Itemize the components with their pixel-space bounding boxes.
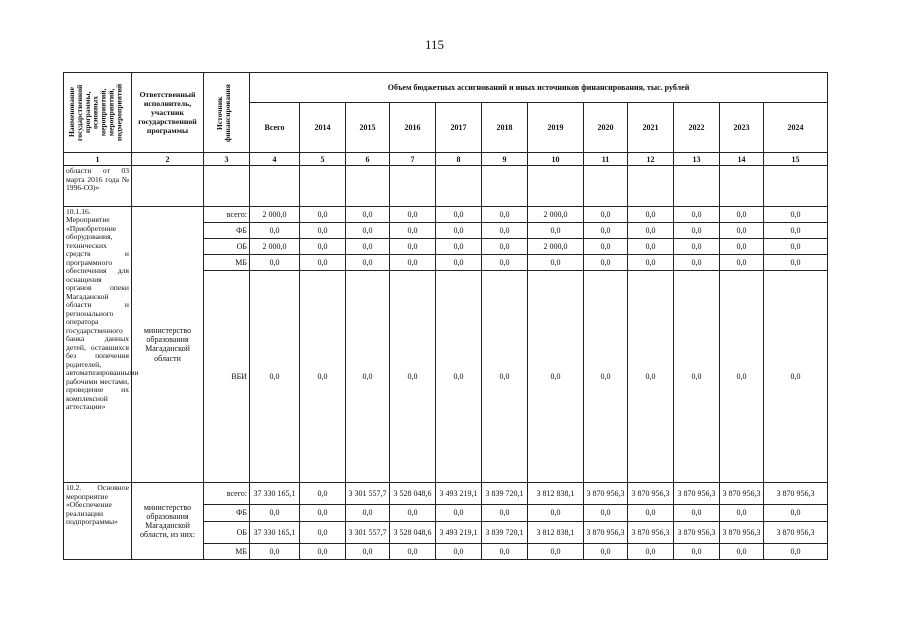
value-cell: 0,0 (346, 505, 390, 521)
value-cell: 3 493 219,1 (436, 521, 482, 543)
empty-cell (764, 166, 828, 206)
value-cell: 0,0 (764, 254, 828, 270)
value-cell: 0,0 (764, 238, 828, 254)
value-cell: 0,0 (482, 206, 528, 222)
value-cell: 0,0 (764, 271, 828, 483)
value-cell: 0,0 (720, 271, 764, 483)
page-number: 115 (425, 37, 445, 52)
value-cell: 0,0 (300, 483, 346, 505)
value-cell: 0,0 (300, 254, 346, 270)
value-cell: 3 870 956,3 (720, 483, 764, 505)
value-cell: 0,0 (436, 254, 482, 270)
value-cell: 0,0 (584, 271, 628, 483)
empty-cell (482, 166, 528, 206)
value-cell: 0,0 (764, 543, 828, 559)
value-cell: 0,0 (390, 505, 436, 521)
value-cell: 37 330 165,1 (250, 483, 300, 505)
value-cell: 3 301 557,7 (346, 483, 390, 505)
value-cell: 0,0 (250, 222, 300, 238)
value-cell: 0,0 (300, 222, 346, 238)
value-cell: 0,0 (482, 222, 528, 238)
value-cell: 0,0 (482, 254, 528, 270)
value-cell: 0,0 (300, 543, 346, 559)
value-cell: 0,0 (390, 238, 436, 254)
value-cell: 0,0 (764, 505, 828, 521)
index-cell: 4 (250, 153, 300, 166)
value-cell: 0,0 (584, 238, 628, 254)
value-cell: 3 839 720,1 (482, 521, 528, 543)
empty-cell (628, 166, 674, 206)
value-cell: 3 870 956,3 (584, 521, 628, 543)
section1-name: 10.1.16. Мероприятие «Приобретение оборудования, технических средств и программного обеспечения для оснащения органов опеки Магаданской области и регионального оператора государственного банка данных детей, оставшихся без попечения родителей, автоматизированными рабочими местами, проведение их комплексной аттестации» (64, 206, 132, 483)
source-cell: ФБ (204, 505, 250, 521)
index-cell: 3 (204, 153, 250, 166)
header-source: Источник финансирования (204, 73, 250, 153)
section2-name: 10.2. Основное мероприятие «Обеспечение реализации подпрограммы» (64, 483, 132, 560)
header-year: 2021 (628, 103, 674, 153)
empty-cell (390, 166, 436, 206)
value-cell: 0,0 (720, 505, 764, 521)
value-cell: 0,0 (764, 206, 828, 222)
value-cell: 0,0 (482, 271, 528, 483)
value-cell: 0,0 (584, 206, 628, 222)
header-year: 2023 (720, 103, 764, 153)
header-name: Наименование государственной программы, основных мероприятий, мероприятий, подмероприятий (64, 73, 132, 153)
value-cell: 0,0 (300, 505, 346, 521)
value-cell: 3 870 956,3 (674, 521, 720, 543)
value-cell: 2 000,0 (528, 206, 584, 222)
index-cell: 2 (132, 153, 204, 166)
value-cell: 3 528 048,6 (390, 483, 436, 505)
empty-cell (436, 166, 482, 206)
source-cell: всего: (204, 206, 250, 222)
empty-cell (584, 166, 628, 206)
value-cell: 0,0 (720, 206, 764, 222)
value-cell: 0,0 (346, 222, 390, 238)
value-cell: 0,0 (628, 206, 674, 222)
value-cell: 0,0 (250, 505, 300, 521)
index-cell: 14 (720, 153, 764, 166)
index-cell: 15 (764, 153, 828, 166)
header-year: Всего (250, 103, 300, 153)
index-cell: 10 (528, 153, 584, 166)
header-year: 2015 (346, 103, 390, 153)
value-cell: 0,0 (482, 505, 528, 521)
source-cell: МБ (204, 254, 250, 270)
index-cell: 13 (674, 153, 720, 166)
source-cell: всего: (204, 483, 250, 505)
value-cell: 0,0 (300, 238, 346, 254)
source-cell: МБ (204, 543, 250, 559)
empty-cell (132, 166, 204, 206)
value-cell: 0,0 (250, 271, 300, 483)
index-cell: 9 (482, 153, 528, 166)
value-cell: 0,0 (528, 543, 584, 559)
source-cell: ОБ (204, 521, 250, 543)
empty-cell (300, 166, 346, 206)
table-row (64, 483, 828, 505)
value-cell: 0,0 (674, 271, 720, 483)
value-cell: 0,0 (720, 222, 764, 238)
value-cell: 3 870 956,3 (674, 483, 720, 505)
table-row (64, 206, 828, 222)
header-year: 2020 (584, 103, 628, 153)
value-cell: 3 493 219,1 (436, 483, 482, 505)
header-year: 2019 (528, 103, 584, 153)
value-cell: 3 870 956,3 (628, 483, 674, 505)
header-year: 2024 (764, 103, 828, 153)
empty-cell (250, 166, 300, 206)
value-cell: 0,0 (436, 238, 482, 254)
source-cell: ФБ (204, 222, 250, 238)
value-cell: 0,0 (628, 238, 674, 254)
value-cell: 0,0 (390, 271, 436, 483)
value-cell: 0,0 (528, 222, 584, 238)
value-cell: 0,0 (436, 206, 482, 222)
section2-executor: министерство образования Магаданской области, из них: (132, 483, 204, 560)
value-cell: 0,0 (628, 505, 674, 521)
value-cell: 0,0 (674, 254, 720, 270)
empty-cell (528, 166, 584, 206)
value-cell: 0,0 (300, 206, 346, 222)
header-year: 2022 (674, 103, 720, 153)
value-cell: 0,0 (584, 222, 628, 238)
value-cell: 0,0 (436, 222, 482, 238)
value-cell: 0,0 (346, 206, 390, 222)
header-year: 2018 (482, 103, 528, 153)
value-cell: 0,0 (674, 238, 720, 254)
index-cell: 11 (584, 153, 628, 166)
value-cell: 3 301 557,7 (346, 521, 390, 543)
value-cell: 0,0 (346, 543, 390, 559)
empty-cell (346, 166, 390, 206)
value-cell: 0,0 (674, 543, 720, 559)
value-cell: 2 000,0 (250, 238, 300, 254)
value-cell: 0,0 (674, 206, 720, 222)
value-cell: 0,0 (628, 222, 674, 238)
value-cell: 0,0 (584, 254, 628, 270)
value-cell: 37 330 165,1 (250, 521, 300, 543)
empty-cell (674, 166, 720, 206)
value-cell: 0,0 (436, 543, 482, 559)
value-cell: 3 870 956,3 (764, 483, 828, 505)
value-cell: 3 812 838,1 (528, 521, 584, 543)
value-cell: 0,0 (628, 254, 674, 270)
value-cell: 0,0 (482, 238, 528, 254)
header-executor: Ответственный исполнитель, участник государственной программы (132, 73, 204, 153)
index-cell: 5 (300, 153, 346, 166)
value-cell: 0,0 (674, 222, 720, 238)
header-volume: Объем бюджетных ассигнований и иных источников финансирования, тыс. рублей (250, 73, 828, 103)
value-cell: 3 870 956,3 (720, 521, 764, 543)
value-cell: 0,0 (390, 206, 436, 222)
value-cell: 0,0 (628, 543, 674, 559)
value-cell: 0,0 (346, 254, 390, 270)
index-cell: 7 (390, 153, 436, 166)
value-cell: 0,0 (346, 238, 390, 254)
value-cell: 2 000,0 (250, 206, 300, 222)
value-cell: 0,0 (300, 271, 346, 483)
value-cell: 0,0 (720, 254, 764, 270)
value-cell: 0,0 (628, 271, 674, 483)
value-cell: 0,0 (390, 222, 436, 238)
continuation-name: области от 03 марта 2016 года № 1996-ОЗ)» (64, 166, 132, 206)
index-row (64, 153, 828, 166)
value-cell: 0,0 (482, 543, 528, 559)
value-cell: 0,0 (764, 222, 828, 238)
source-cell: ОБ (204, 238, 250, 254)
header-year: 2014 (300, 103, 346, 153)
value-cell: 3 870 956,3 (584, 483, 628, 505)
value-cell: 0,0 (674, 505, 720, 521)
value-cell: 0,0 (250, 543, 300, 559)
value-cell: 2 000,0 (528, 238, 584, 254)
empty-cell (720, 166, 764, 206)
value-cell: 0,0 (346, 271, 390, 483)
header-year: 2016 (390, 103, 436, 153)
value-cell: 3 812 838,1 (528, 483, 584, 505)
index-cell: 1 (64, 153, 132, 166)
value-cell: 0,0 (436, 505, 482, 521)
empty-cell (204, 166, 250, 206)
value-cell: 0,0 (584, 505, 628, 521)
value-cell: 0,0 (528, 505, 584, 521)
value-cell: 0,0 (436, 271, 482, 483)
value-cell: 0,0 (390, 254, 436, 270)
section1-executor: министерство образования Магаданской области (132, 206, 204, 483)
header-year: 2017 (436, 103, 482, 153)
value-cell: 3 870 956,3 (628, 521, 674, 543)
budget-table (63, 72, 828, 560)
value-cell: 0,0 (720, 543, 764, 559)
value-cell: 0,0 (528, 271, 584, 483)
index-cell: 8 (436, 153, 482, 166)
value-cell: 0,0 (528, 254, 584, 270)
index-cell: 6 (346, 153, 390, 166)
value-cell: 0,0 (390, 543, 436, 559)
value-cell: 0,0 (300, 521, 346, 543)
index-cell: 12 (628, 153, 674, 166)
continuation-row (64, 166, 828, 206)
value-cell: 3 870 956,3 (764, 521, 828, 543)
source-cell: ВБИ (204, 271, 250, 483)
value-cell: 0,0 (250, 254, 300, 270)
value-cell: 3 528 048,6 (390, 521, 436, 543)
value-cell: 0,0 (584, 543, 628, 559)
value-cell: 3 839 720,1 (482, 483, 528, 505)
value-cell: 0,0 (720, 238, 764, 254)
